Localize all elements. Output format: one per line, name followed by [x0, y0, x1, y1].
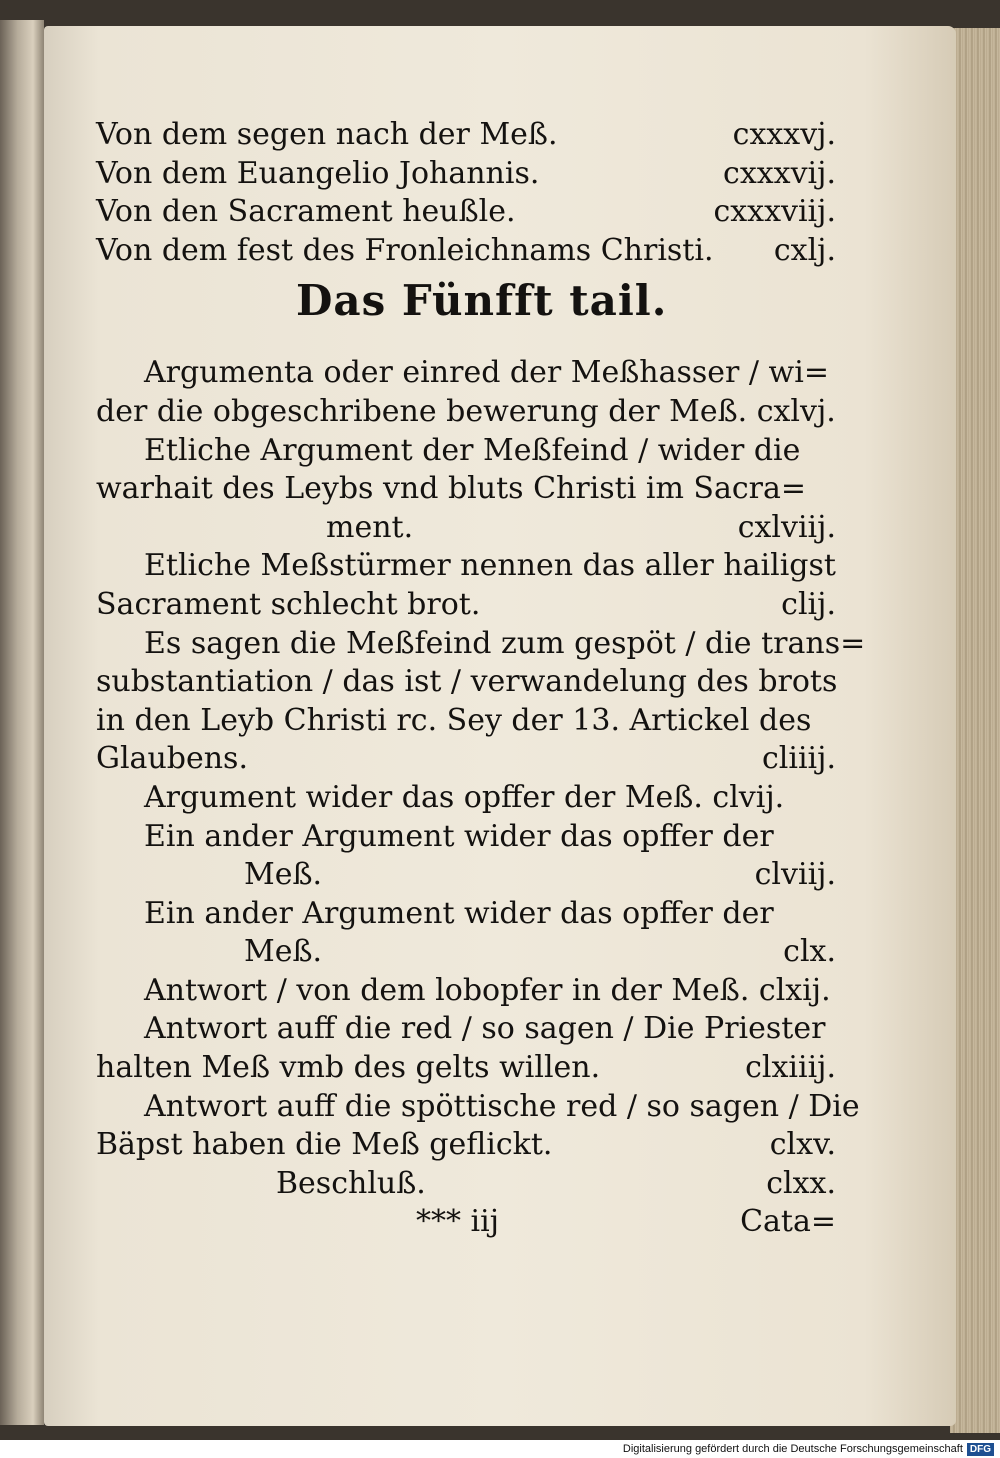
- toc-entry: [96, 1126, 836, 1165]
- toc-entry: [96, 933, 836, 972]
- catchword: Cata=: [740, 1204, 836, 1240]
- toc-entry: [96, 232, 836, 271]
- toc-entry: [96, 509, 836, 548]
- facing-page-edge: [0, 20, 44, 1425]
- entry-page: cliiij.: [761, 741, 836, 777]
- dfg-logo: DFG: [967, 1443, 994, 1456]
- section-heading: Das Fünfft tail.: [296, 276, 668, 326]
- entry-text: Sacrament schlecht brot.: [96, 586, 481, 622]
- line-text: Etliche Argument der Meßfeind / wider die: [144, 432, 801, 468]
- toc-entry: [96, 116, 836, 155]
- text-line: [96, 663, 836, 702]
- entry-text: Bäpst haben die Meß geflickt.: [96, 1127, 553, 1163]
- toc-entry: [96, 856, 836, 895]
- text-line: [96, 432, 836, 471]
- entry-text: ment.: [326, 509, 414, 545]
- entry-text: Von den Sacrament heußle.: [96, 194, 516, 230]
- entry-text: halten Meß vmb des gelts willen.: [96, 1050, 601, 1086]
- entry-page: cxxxvij.: [723, 155, 836, 191]
- entry-page: clx.: [783, 934, 836, 970]
- footer-text: Digitalisierung gefördert durch die Deutsche Forschungsgemeinschaft: [622, 1443, 963, 1455]
- entry-text: Beschluß.: [276, 1165, 426, 1201]
- text-line: [96, 818, 836, 857]
- line-text: Ein ander Argument wider das opffer der: [144, 895, 774, 931]
- book-block-edge: [950, 28, 1000, 1433]
- toc-entry: [96, 1165, 836, 1204]
- line-text: der die obgeschribene bewerung der Meß. cxlvj.: [96, 393, 836, 429]
- text-line: [96, 1010, 836, 1049]
- entry-page: cxlj.: [773, 232, 836, 268]
- line-text: warhait des Leybs vnd bluts Christi im Sacra=: [96, 471, 807, 507]
- line-text: substantiation / das ist / verwandelung des brots: [96, 664, 838, 700]
- entry-page: clij.: [781, 586, 836, 622]
- text-line: [96, 1088, 860, 1127]
- line-text: Antwort auff die red / so sagen / Die Priester: [144, 1011, 826, 1047]
- text-line: [96, 779, 836, 818]
- line-text: Argumenta oder einred der Meßhasser / wi=: [144, 355, 829, 391]
- entry-page: clxv.: [769, 1127, 836, 1163]
- text-line: [96, 895, 836, 934]
- line-text: Ein ander Argument wider das opffer der: [144, 818, 774, 854]
- line-text: Argument wider das opffer der Meß. clvij.: [144, 779, 785, 815]
- entry-text: Meß.: [244, 857, 323, 893]
- spacer: [96, 332, 836, 354]
- toc-entry: [96, 740, 836, 779]
- line-text: Etliche Meßstürmer nennen das aller hailigst: [144, 548, 836, 584]
- toc-entry: [96, 1049, 836, 1088]
- entry-text: Von dem fest des Fronleichnams Christi.: [96, 232, 714, 268]
- entry-text: Meß.: [244, 934, 323, 970]
- signature-mark: *** iij: [416, 1204, 500, 1240]
- text-line: [96, 972, 836, 1011]
- entry-page: cxlviij.: [737, 509, 836, 545]
- entry-text: Glaubens.: [96, 741, 248, 777]
- line-text: in den Leyb Christi rc. Sey der 13. Artickel des: [96, 702, 812, 738]
- text-line: [96, 547, 836, 586]
- line-text: Es sagen die Meßfeind zum gespöt / die trans=: [144, 625, 866, 661]
- entry-page: clviij.: [754, 857, 836, 893]
- entry-page: cxxxviij.: [713, 194, 836, 230]
- text-line: [96, 625, 866, 664]
- toc-entry: [96, 586, 836, 625]
- entry-page: clxiiij.: [745, 1050, 836, 1086]
- entry-text: Von dem Euangelio Johannis.: [96, 155, 540, 191]
- toc-entry: [96, 193, 836, 232]
- signature-line: [96, 1203, 836, 1242]
- text-line: [96, 702, 836, 741]
- entry-page: cxxxvj.: [732, 117, 836, 152]
- text-line: [96, 470, 836, 509]
- line-text: Antwort auff die spöttische red / so sagen / Die: [144, 1088, 860, 1124]
- entry-page: clxx.: [766, 1165, 836, 1201]
- text-line: [96, 354, 836, 393]
- digitization-footer: [0, 1440, 1000, 1458]
- text-line: [96, 393, 836, 432]
- entry-text: Von dem segen nach der Meß.: [96, 117, 558, 152]
- toc-entry: [96, 155, 836, 194]
- line-text: Antwort / von dem lobopfer in der Meß. clxij.: [144, 972, 831, 1008]
- table-of-contents: [96, 116, 866, 1242]
